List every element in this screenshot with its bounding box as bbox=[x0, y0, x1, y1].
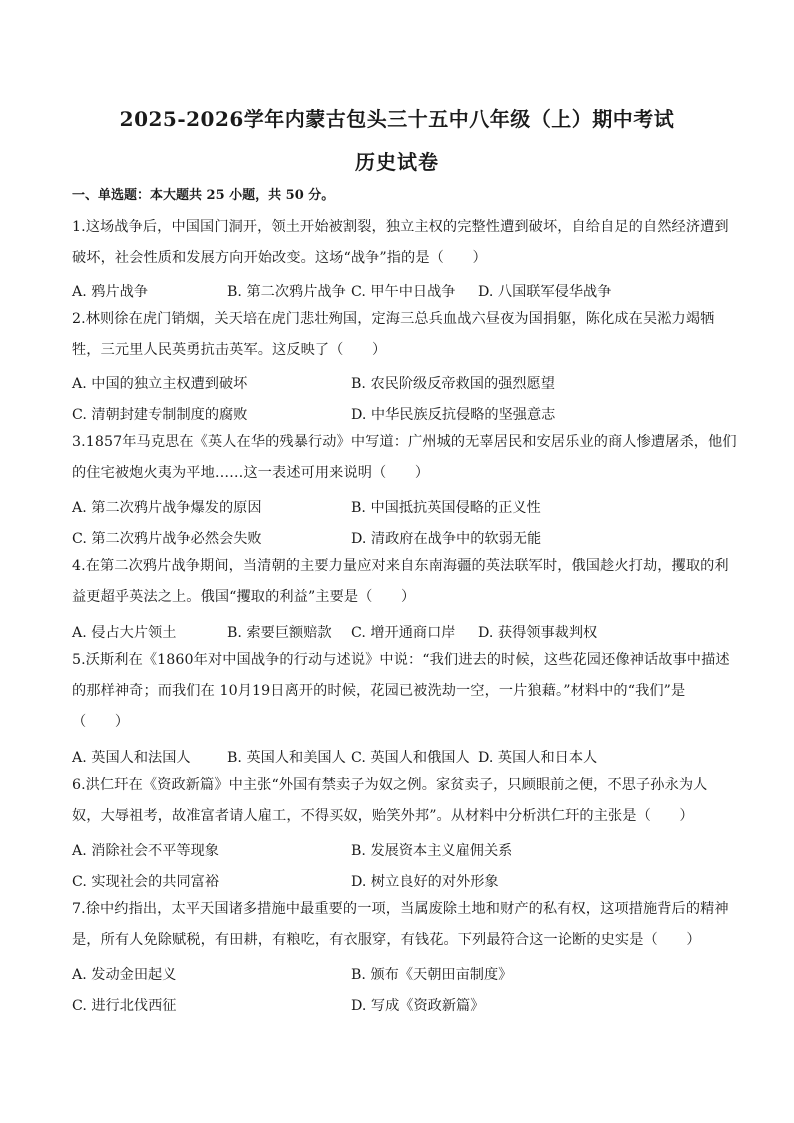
question-4-line-1: 4.在第二次鸦片战争期间，当清朝的主要力量应对来自东南海疆的英法联军时，俄国趁火打劫，攫取的利 bbox=[72, 558, 729, 574]
question-3-option-d: D. 清政府在战争中的软弱无能 bbox=[351, 531, 542, 547]
question-2-line-1: 2.林则徐在虎门销烟，关天培在虎门悲壮殉国，定海三总兵血战六昼夜为国捐躯，陈化成在吴淞力竭牺 bbox=[72, 311, 715, 327]
question-1-stem bbox=[72, 212, 729, 274]
question-3-stem bbox=[72, 427, 737, 489]
question-5-line-3: （ ） bbox=[72, 714, 130, 730]
question-2-option-c: C. 清朝封建专制制度的腐败 bbox=[72, 407, 248, 423]
question-1-option-d: D. 八国联军侵华战争 bbox=[478, 284, 612, 300]
question-7-line-2: 是，所有人免除赋税，有田耕，有粮吃，有衣服穿，有钱花。下列最符合这一论断的史实是（ ） bbox=[72, 932, 701, 948]
question-5-line-2: 的那样神奇；而我们在 10月19日离开的时候，花园已被洗劫一空，一片狼藉。”材料中的“我们”是 bbox=[72, 683, 686, 699]
question-7-option-b: B. 颁布《天朝田亩制度》 bbox=[351, 967, 513, 983]
question-7-stem bbox=[72, 894, 729, 956]
question-1-line-1: 1.这场战争后，中国国门洞开，领土开始被割裂，独立主权的完整性遭到破坏，自给自足的自然经济遭到 bbox=[72, 219, 729, 235]
question-7-option-c: C. 进行北伐西征 bbox=[72, 998, 177, 1014]
question-4-option-d: D. 获得领事裁判权 bbox=[478, 625, 598, 641]
question-7-option-d: D. 写成《资政新篇》 bbox=[351, 998, 485, 1014]
question-2-line-2: 牲，三元里人民英勇抗击英军。这反映了（ ） bbox=[72, 342, 387, 358]
question-3-line-1: 3.1857年马克思在《英人在华的残暴行动》中写道：广州城的无辜居民和安居乐业的商人惨遭屠杀，他们 bbox=[72, 434, 737, 450]
question-1-option-c: C. 甲午中日战争 bbox=[351, 284, 456, 300]
question-3-option-a: A. 第二次鸦片战争爆发的原因 bbox=[72, 500, 262, 516]
exam-subtitle: 历史试卷 bbox=[355, 150, 439, 174]
question-4-option-a: A. 侵占大片领土 bbox=[72, 625, 177, 641]
question-6-stem bbox=[72, 770, 722, 832]
question-4-stem bbox=[72, 551, 729, 613]
question-2-option-b: B. 农民阶级反帝救国的强烈愿望 bbox=[351, 376, 555, 392]
question-7-line-1: 7.徐中约指出，太平天国诸多措施中最重要的一项，当属废除土地和财产的私有权，这项措施背后的精神 bbox=[72, 901, 729, 917]
question-3-line-2: 的住宅被炮火夷为平地……这一表述可用来说明（ ） bbox=[72, 465, 430, 481]
question-6-line-2: 奴，大辱祖考，故准富者请人雇工，不得买奴，贻笑外邦”。从材料中分析洪仁玕的主张是（ ） bbox=[72, 808, 694, 824]
question-1-line-2: 破坏，社会性质和发展方向开始改变。这场“战争”指的是（ ） bbox=[72, 250, 487, 266]
question-5-option-c: C. 英国人和俄国人 bbox=[351, 750, 470, 766]
question-5-option-b: B. 英国人和美国人 bbox=[227, 750, 346, 766]
question-7-option-a: A. 发动金田起义 bbox=[72, 967, 177, 983]
question-5-option-d: D. 英国人和日本人 bbox=[478, 750, 598, 766]
question-5-option-a: A. 英国人和法国人 bbox=[72, 750, 191, 766]
question-5-stem bbox=[72, 645, 730, 738]
question-1-option-a: A. 鸦片战争 bbox=[72, 284, 149, 300]
question-2-stem bbox=[72, 304, 722, 366]
section-heading: 一、单选题：本大题共 25 小题，共 50 分。 bbox=[72, 188, 335, 203]
question-6-option-b: B. 发展资本主义雇佣关系 bbox=[351, 843, 513, 859]
exam-title: 2025-2026学年内蒙古包头三十五中八年级（上）期中考试 bbox=[119, 107, 675, 131]
question-2-option-d: D. 中华民族反抗侵略的坚强意志 bbox=[351, 407, 556, 423]
question-6-line-1: 6.洪仁玕在《资政新篇》中主张“外国有禁卖子为奴之例。家贫卖子，只顾眼前之便，不思子孙永为人 bbox=[72, 777, 708, 793]
question-4-line-2: 益更超乎英法之上。俄国“攫取的利益”主要是（ ） bbox=[72, 589, 416, 605]
question-5-line-1: 5.沃斯利在《1860年对中国战争的行动与述说》中说：“我们进去的时候，这些花园还像神话故事中描述 bbox=[72, 652, 730, 668]
question-2-option-a: A. 中国的独立主权遭到破坏 bbox=[72, 376, 248, 392]
question-6-option-c: C. 实现社会的共同富裕 bbox=[72, 874, 220, 890]
question-4-option-c: C. 增开通商口岸 bbox=[351, 625, 456, 641]
question-3-option-b: B. 中国抵抗英国侵略的正义性 bbox=[351, 500, 541, 516]
question-1-option-b: B. 第二次鸦片战争 bbox=[227, 284, 346, 300]
question-6-option-a: A. 消除社会不平等现象 bbox=[72, 843, 219, 859]
question-4-option-b: B. 索要巨额赔款 bbox=[227, 625, 332, 641]
question-3-option-c: C. 第二次鸦片战争必然会失败 bbox=[72, 531, 262, 547]
question-6-option-d: D. 树立良好的对外形象 bbox=[351, 874, 499, 890]
